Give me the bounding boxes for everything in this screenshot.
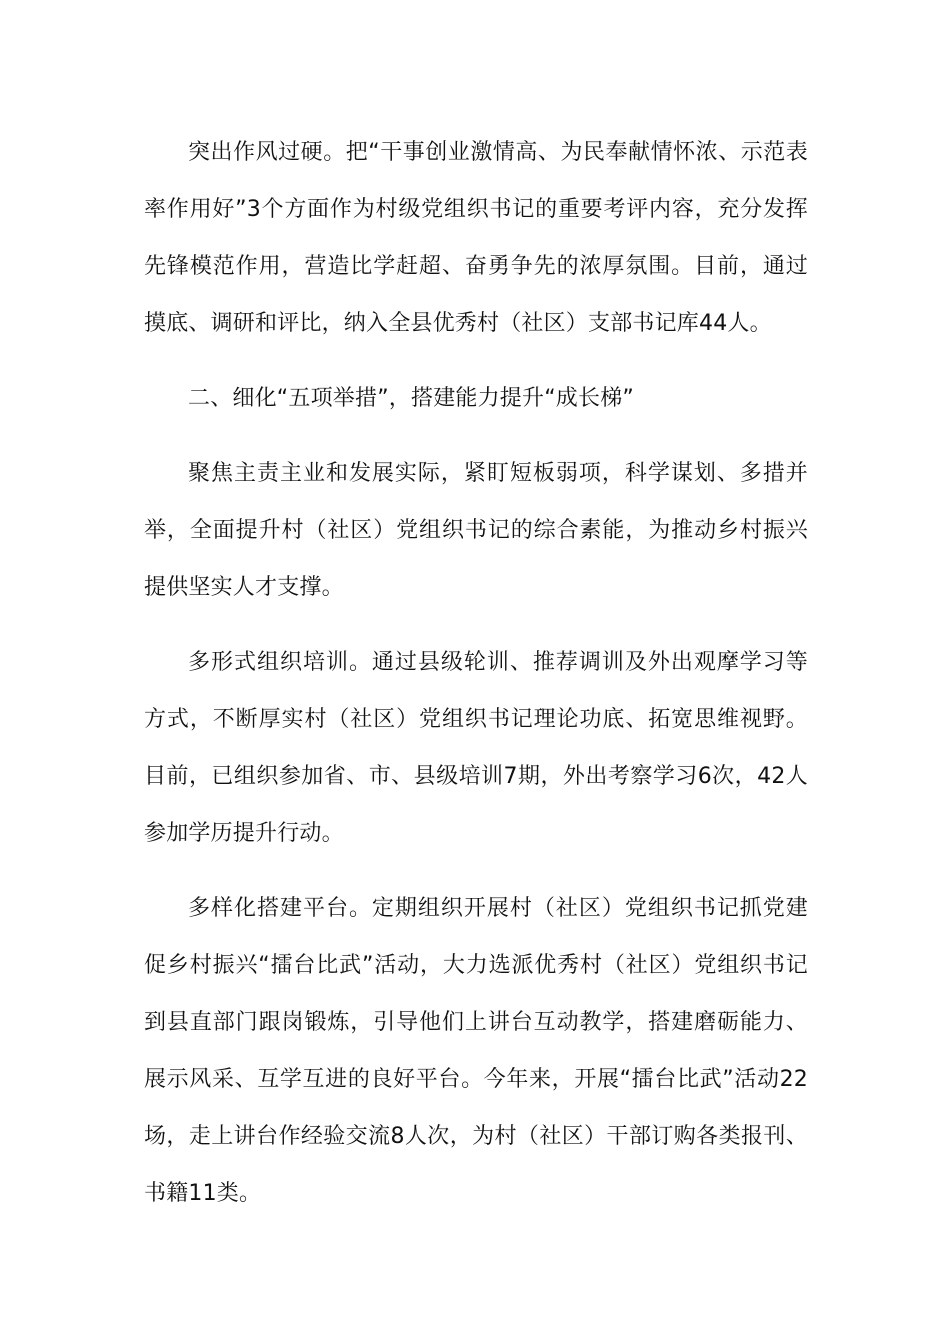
document-body xyxy=(144,124,808,1240)
paragraph-training: 多形式组织培训。通过县级轮训、推荐调训及外出观摩学习等方式，不断厚实村（社区）党组织书记理论功底、拓宽思维视野。目前，已组织参加省、市、县级培训7期，外出考察学习6次，42人参加学历提升行动。 xyxy=(144,650,808,846)
paragraph-platform: 多样化搭建平台。定期组织开展村（社区）党组织书记抓党建促乡村振兴“擂台比武”活动，大力选派优秀村（社区）党组织书记到县直部门跟岗锻炼，引导他们上讲台互动教学，搭建磨砺能力、展示风采、互学互进的良好平台。今年来，开展“擂台比武”活动22场，走上讲台作经验交流8人次，为村（社区）干部订购各类报刊、书籍11类。 xyxy=(144,896,808,1206)
paragraph-work-style: 突出作风过硬。把“干事创业激情高、为民奉献情怀浓、示范表率作用好”3个方面作为村级党组织书记的重要考评内容，充分发挥先锋模范作用，营造比学赶超、奋勇争先的浓厚氛围。目前，通过摸底、调研和评比，纳入全县优秀村（社区）支部书记库44人。 xyxy=(144,140,808,336)
paragraph-focus: 聚焦主责主业和发展实际，紧盯短板弱项，科学谋划、多措并举，全面提升村（社区）党组织书记的综合素能，为推动乡村振兴提供坚实人才支撑。 xyxy=(144,461,808,600)
section-heading-two: 二、细化“五项举措”，搭建能力提升“成长梯” xyxy=(188,386,634,411)
